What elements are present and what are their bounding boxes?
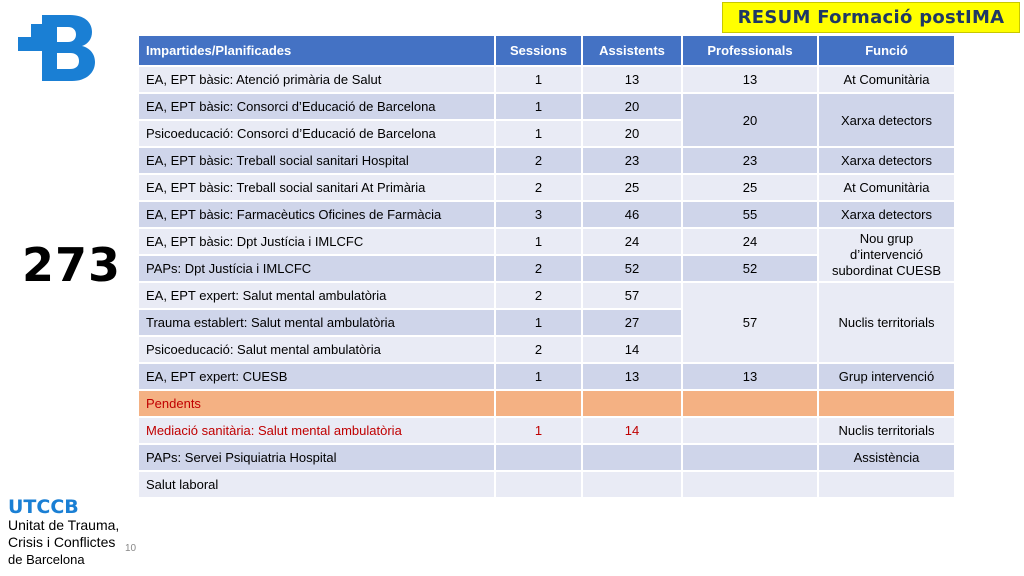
cell-assistents: 13 xyxy=(582,363,682,390)
header-assistents: Assistents xyxy=(582,35,682,66)
cell-sessions: 1 xyxy=(495,309,582,336)
cell-assistents: 25 xyxy=(582,174,682,201)
b-logo-icon xyxy=(18,15,96,81)
cell-professionals: 57 xyxy=(682,282,818,363)
header-funcio: Funció xyxy=(818,35,955,66)
cell-assistents: 27 xyxy=(582,309,682,336)
cell-assistents: 20 xyxy=(582,93,682,120)
cell-sessions: 2 xyxy=(495,174,582,201)
cell-professionals: 55 xyxy=(682,201,818,228)
pending-section-row xyxy=(138,390,955,417)
table-row xyxy=(138,147,955,174)
cell-sessions xyxy=(495,444,582,471)
cell-sessions xyxy=(495,471,582,498)
cell-name: Psicoeducació: Salut mental ambulatòria xyxy=(138,336,495,363)
training-summary-table xyxy=(137,34,956,499)
cell-funcio: Xarxa detectors xyxy=(818,147,955,174)
cell-name: EA, EPT expert: CUESB xyxy=(138,363,495,390)
cell-sessions: 1 xyxy=(495,417,582,444)
table-row xyxy=(138,66,955,93)
cell-assistents: 52 xyxy=(582,255,682,282)
pending-row xyxy=(138,471,955,498)
cell-sessions: 1 xyxy=(495,363,582,390)
cell-funcio: Xarxa detectors xyxy=(818,201,955,228)
cell-sessions: 2 xyxy=(495,255,582,282)
cell-empty xyxy=(495,390,582,417)
cell-sessions: 1 xyxy=(495,228,582,255)
cell-funcio: Xarxa detectors xyxy=(818,93,955,147)
table-row xyxy=(138,228,955,255)
pending-label: Pendents xyxy=(138,390,495,417)
cell-sessions: 2 xyxy=(495,336,582,363)
brand-block xyxy=(8,495,132,568)
cell-sessions: 3 xyxy=(495,201,582,228)
cell-name: EA, EPT bàsic: Atenció primària de Salut xyxy=(138,66,495,93)
cell-funcio xyxy=(818,471,955,498)
cell-empty xyxy=(582,390,682,417)
cell-sessions: 1 xyxy=(495,93,582,120)
cell-funcio: Nuclis territorials xyxy=(818,417,955,444)
cell-professionals: 20 xyxy=(682,93,818,147)
cell-empty xyxy=(682,390,818,417)
cell-professionals: 13 xyxy=(682,66,818,93)
cell-name: EA, EPT bàsic: Consorci d’Educació de Barcelona xyxy=(138,93,495,120)
cell-name: Salut laboral xyxy=(138,471,495,498)
pending-row xyxy=(138,417,955,444)
cell-assistents: 14 xyxy=(582,336,682,363)
cell-sessions: 1 xyxy=(495,120,582,147)
brand-line-2: Crisis i Conflictes xyxy=(8,534,116,550)
cell-name: Psicoeducació: Consorci d’Educació de Barcelona xyxy=(138,120,495,147)
cell-professionals: 25 xyxy=(682,174,818,201)
cell-assistents: 20 xyxy=(582,120,682,147)
cell-funcio: At Comunitària xyxy=(818,66,955,93)
cell-assistents: 14 xyxy=(582,417,682,444)
cell-sessions: 1 xyxy=(495,66,582,93)
utccb-logo-text: UTCCB xyxy=(8,496,79,517)
cell-assistents: 23 xyxy=(582,147,682,174)
cell-name: Mediació sanitària: Salut mental ambulatòria xyxy=(138,417,495,444)
brand-line-3: de Barcelona xyxy=(8,552,85,567)
cell-assistents: 13 xyxy=(582,66,682,93)
cell-assistents: 46 xyxy=(582,201,682,228)
page-number: 10 xyxy=(125,543,137,554)
cell-sessions: 2 xyxy=(495,282,582,309)
cell-name: EA, EPT bàsic: Treball social sanitari Hospital xyxy=(138,147,495,174)
utccb-logo-icon xyxy=(8,495,92,517)
pending-row xyxy=(138,444,955,471)
cell-sessions: 2 xyxy=(495,147,582,174)
cell-name: PAPs: Servei Psiquiatria Hospital xyxy=(138,444,495,471)
cell-empty xyxy=(818,390,955,417)
page-title: RESUM Formació postIMA xyxy=(722,2,1020,33)
cell-assistents xyxy=(582,444,682,471)
cell-name: Trauma establert: Salut mental ambulatòria xyxy=(138,309,495,336)
table-row xyxy=(138,201,955,228)
cell-professionals: 23 xyxy=(682,147,818,174)
cell-professionals: 13 xyxy=(682,363,818,390)
cell-assistents xyxy=(582,471,682,498)
cell-funcio: Assistència xyxy=(818,444,955,471)
cell-professionals: 52 xyxy=(682,255,818,282)
header-professionals: Professionals xyxy=(682,35,818,66)
table-header-row xyxy=(138,35,955,66)
cell-professionals xyxy=(682,471,818,498)
cell-name: PAPs: Dpt Justícia i IMLCFC xyxy=(138,255,495,282)
cell-assistents: 24 xyxy=(582,228,682,255)
table-row xyxy=(138,363,955,390)
total-count: 273 xyxy=(22,238,122,292)
table-row xyxy=(138,174,955,201)
cell-funcio: Nou grup d’intervenció subordinat CUESB xyxy=(818,228,955,282)
cell-professionals xyxy=(682,444,818,471)
table-row xyxy=(138,93,955,120)
cell-funcio: Grup intervenció xyxy=(818,363,955,390)
header-impartides: Impartides/Planificades xyxy=(138,35,495,66)
cell-name: EA, EPT bàsic: Dpt Justícia i IMLCFC xyxy=(138,228,495,255)
cell-professionals xyxy=(682,417,818,444)
cell-name: EA, EPT bàsic: Farmacèutics Oficines de Farmàcia xyxy=(138,201,495,228)
cell-professionals: 24 xyxy=(682,228,818,255)
table-row xyxy=(138,282,955,309)
cell-name: EA, EPT expert: Salut mental ambulatòria xyxy=(138,282,495,309)
brand-line-1: Unitat de Trauma, xyxy=(8,517,120,533)
cell-funcio: Nuclis territorials xyxy=(818,282,955,363)
cell-funcio: At Comunitària xyxy=(818,174,955,201)
header-sessions: Sessions xyxy=(495,35,582,66)
cell-name: EA, EPT bàsic: Treball social sanitari At Primària xyxy=(138,174,495,201)
cell-assistents: 57 xyxy=(582,282,682,309)
